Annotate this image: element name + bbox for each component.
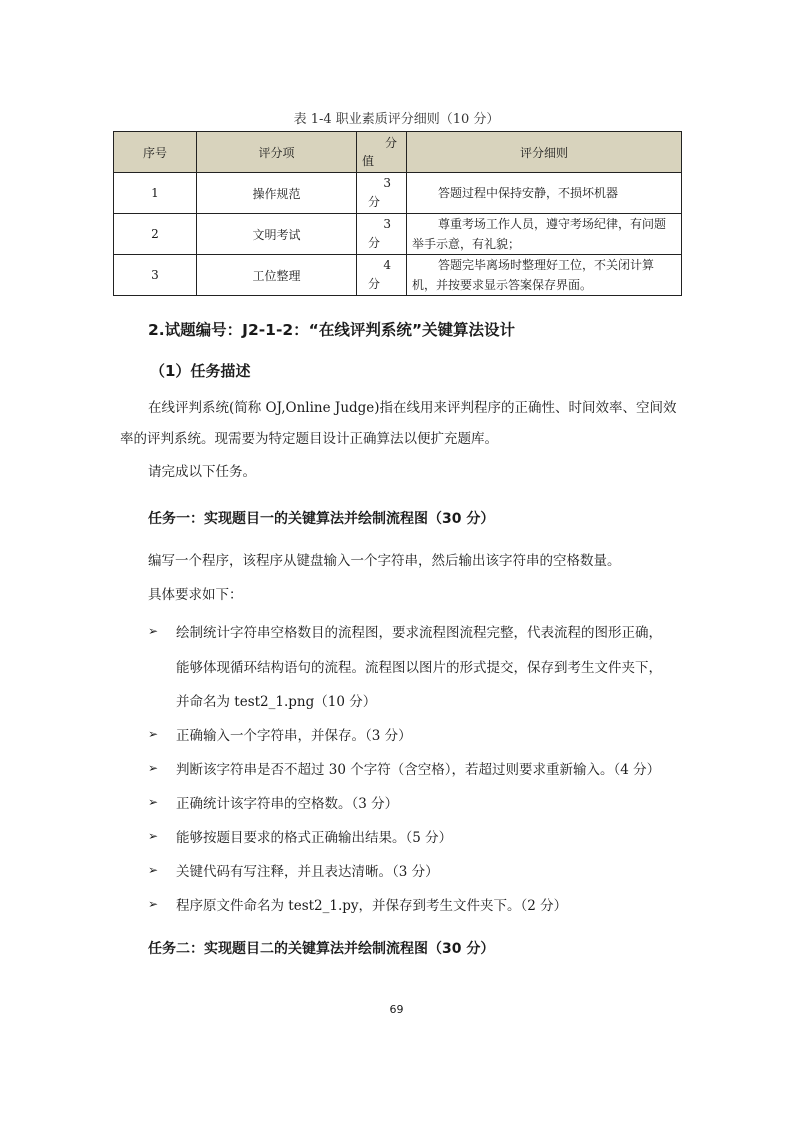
row-index: 2 [114, 214, 197, 255]
task1-title: 任务一：实现题目一的关键算法并绘制流程图（30 分） [148, 511, 495, 527]
row-points [357, 214, 407, 255]
table-row [114, 214, 682, 255]
row-points [357, 255, 407, 296]
header-points [357, 132, 407, 173]
header-detail: 评分细则 [407, 132, 682, 173]
arrow-bullet-icon: ➢ [148, 761, 159, 775]
points-unit: 分 [368, 195, 381, 209]
points-unit: 分 [368, 236, 381, 250]
header-points-top: 分 [384, 136, 397, 150]
requirement-line: 并命名为 test2_1.png（10 分） [176, 694, 377, 710]
page-number: 69 [389, 1003, 404, 1016]
requirement-text: 能够按题目要求的格式正确输出结果。（5 分） [176, 830, 453, 846]
description-line-2: 率的评判系统。现需要为特定题目设计正确算法以便扩充题库。 [120, 431, 498, 447]
requirement-text: 正确输入一个字符串，并保存。（3 分） [176, 728, 412, 744]
points-unit: 分 [368, 277, 381, 291]
arrow-bullet-icon: ➢ [148, 795, 159, 809]
task1-intro: 编写一个程序，该程序从键盘输入一个字符串，然后输出该字符串的空格数量。 [148, 553, 621, 569]
row-detail: 答题过程中保持安静，不损坏机器 [407, 173, 682, 214]
row-points [357, 173, 407, 214]
table-caption: 表 1-4 职业素质评分细则（10 分） [293, 112, 500, 127]
section-subtitle: （1）任务描述 [150, 362, 251, 380]
scoring-table [113, 131, 682, 296]
requirement-line: 能够体现循环结构语句的流程。流程图以图片的形式提交，保存到考生文件夹下， [176, 660, 662, 676]
row-item: 操作规范 [197, 173, 357, 214]
header-points-bottom: 值 [362, 154, 375, 168]
points-value: 4 [383, 258, 391, 272]
requirements-label: 具体要求如下： [148, 587, 243, 603]
header-item: 评分项 [197, 132, 357, 173]
instruction-text: 请完成以下任务。 [148, 464, 256, 480]
section-title: 2.试题编号：J2-1-2：“在线评判系统”关键算法设计 [148, 321, 516, 339]
arrow-bullet-icon: ➢ [148, 897, 159, 911]
task2-title: 任务二：实现题目二的关键算法并绘制流程图（30 分） [148, 941, 495, 957]
header-index: 序号 [114, 132, 197, 173]
table-header-row [114, 132, 682, 173]
requirement-line: 绘制统计字符串空格数目的流程图，要求流程图流程完整，代表流程的图形正确， [176, 625, 662, 641]
row-detail: 答题完毕离场时整理好工位，不关闭计算机，并按要求显示答案保存界面。 [407, 255, 682, 296]
table-row [114, 173, 682, 214]
requirement-text: 判断该字符串是否不超过 30 个字符（含空格），若超过则要求重新输入。（4 分） [176, 762, 661, 778]
requirement-text: 关键代码有写注释，并且表达清晰。（3 分） [176, 864, 439, 880]
row-item: 文明考试 [197, 214, 357, 255]
arrow-bullet-icon: ➢ [148, 727, 159, 741]
arrow-bullet-icon: ➢ [148, 829, 159, 843]
row-index: 1 [114, 173, 197, 214]
requirement-text: 正确统计该字符串的空格数。（3 分） [176, 796, 399, 812]
arrow-bullet-icon: ➢ [148, 863, 159, 877]
row-detail: 尊重考场工作人员，遵守考场纪律，有问题举手示意，有礼貌； [407, 214, 682, 255]
points-value: 3 [383, 217, 391, 231]
row-item: 工位整理 [197, 255, 357, 296]
requirement-text: 程序原文件命名为 test2_1.py，并保存到考生文件夹下。（2 分） [176, 898, 568, 914]
description-line-1: 在线评判系统(简称 OJ,Online Judge)指在线用来评判程序的正确性、时间效率、空间效 [148, 400, 677, 416]
arrow-bullet-icon: ➢ [148, 624, 159, 638]
points-value: 3 [383, 176, 391, 190]
table-row [114, 255, 682, 296]
row-index: 3 [114, 255, 197, 296]
